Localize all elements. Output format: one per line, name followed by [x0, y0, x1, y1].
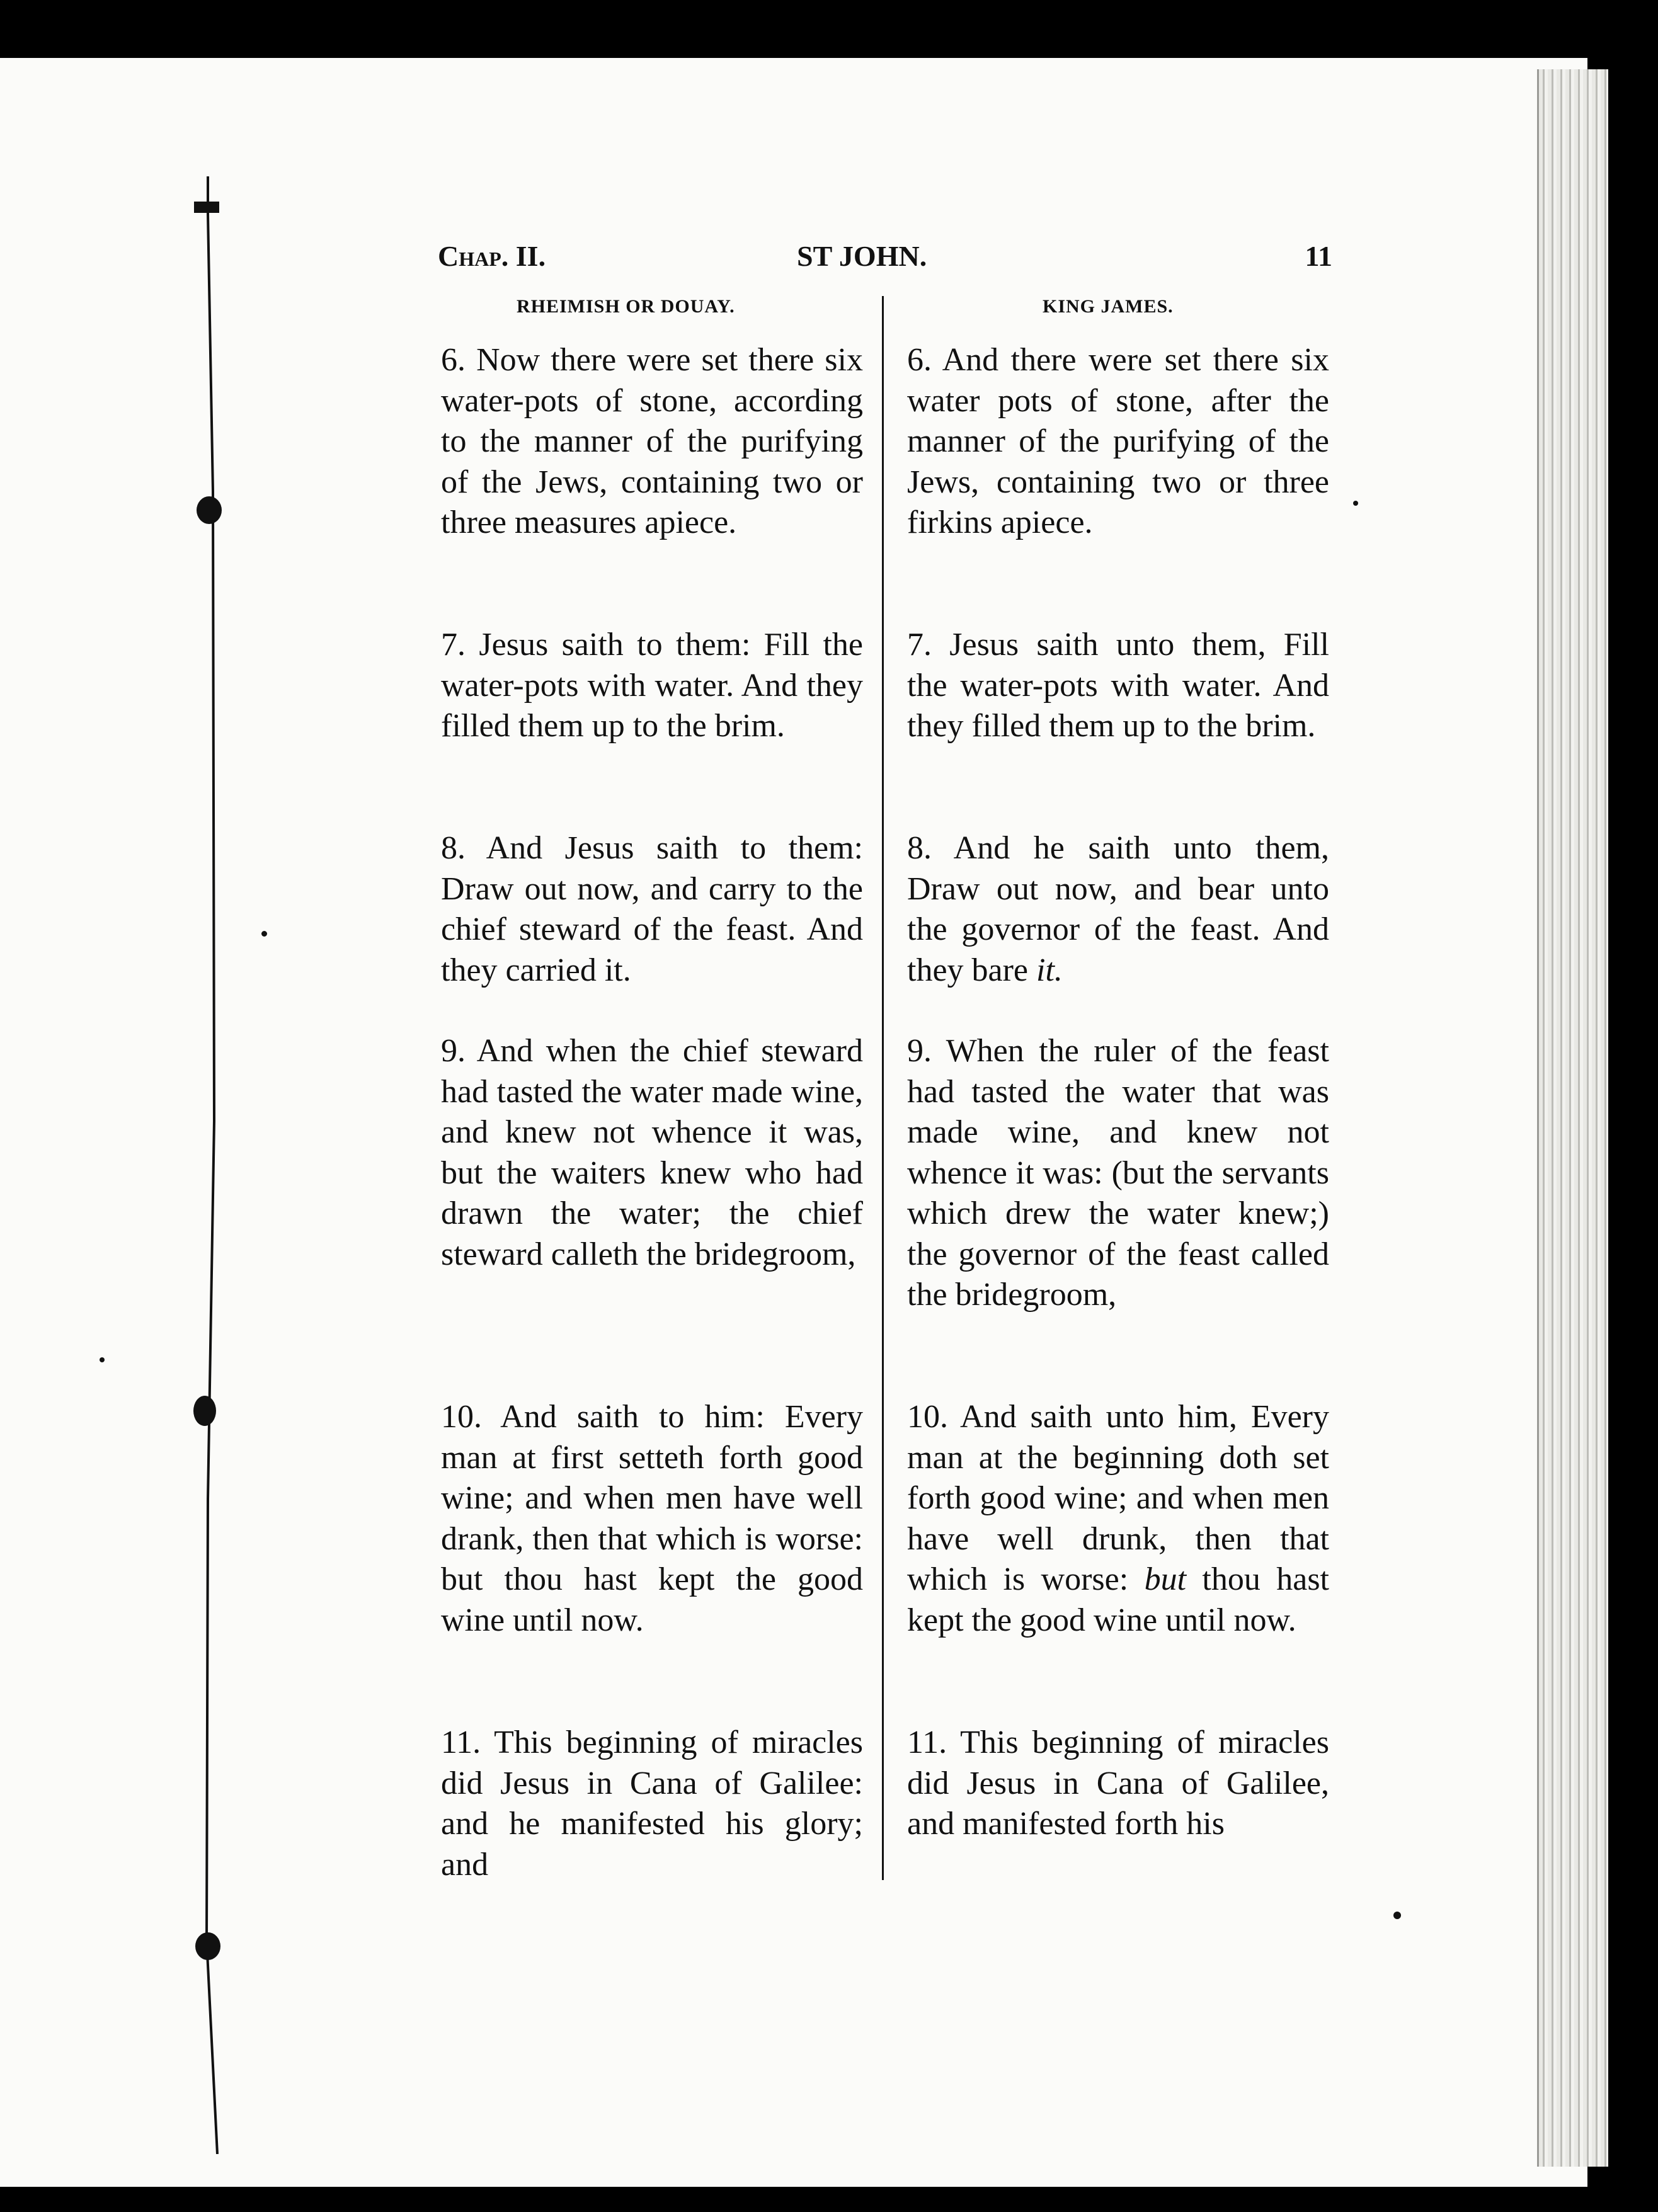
speck-mark	[1393, 1912, 1401, 1919]
verse-9-kjv: 9. When the ruler of the feast had tasted the water that was made wine, and knew not whence it was: (but the servants which drew the water knew;) the governor of the feast called the bridegroom,	[907, 1033, 1329, 1313]
right-column-heading: KING JAMES.	[1043, 296, 1174, 317]
verse-10-kjv	[907, 1397, 1329, 1641]
column-divider	[882, 296, 884, 1880]
verse-10-kjv-end: thou hast kept the good wine until now.	[907, 1561, 1330, 1638]
verse-8-kjv-italic: it.	[1036, 952, 1063, 988]
verse-6-douay: 6. Now there were set there six water-pots of stone, according to the manner of the purifying of the Jews, containing two or three measures apiece.	[441, 342, 863, 540]
verse-10-kjv-text: 10. And saith unto him, Every man at the beginning doth set forth good wine; and when men have well drunk, then that which is worse:	[907, 1399, 1329, 1597]
speck-mark	[100, 1357, 105, 1362]
chapter-label: Chap. II.	[438, 240, 546, 272]
verse-7-douay: 7. Jesus saith to them: Fill the water-pots with water. And they filled them up to the brim.	[441, 627, 863, 744]
page-edges	[1537, 69, 1608, 2167]
speck-mark	[261, 931, 267, 937]
page-number: 11	[1305, 240, 1332, 272]
verse-8-kjv-text: 8. And he saith unto them, Draw out now, and bear unto the governor of the feast. And they bare	[907, 830, 1329, 988]
verse-6-kjv: 6. And there were set there six water pots of stone, after the manner of the purifying of the Jews, containing two or three firkins apiece.	[907, 342, 1329, 540]
verse-9-douay: 9. And when the chief steward had tasted the water made wine, and knew not whence it was, but the waiters knew who had drawn the water; the chief steward calleth the bridegroom,	[441, 1033, 863, 1272]
verse-8-douay: 8. And Jesus saith to them: Draw out now, and carry to the chief steward of the feast. And they carried it.	[441, 830, 863, 988]
verse-8-kjv	[907, 828, 1329, 991]
left-column-heading: RHEIMISH OR DOUAY.	[517, 296, 735, 317]
running-header	[438, 239, 1332, 283]
book-title: ST JOHN.	[797, 240, 927, 272]
verse-7-kjv: 7. Jesus saith unto them, Fill the water-pots with water. And they filled them up to the brim.	[907, 627, 1329, 744]
verse-10-kjv-italic: but	[1144, 1561, 1187, 1597]
speck-mark	[1353, 501, 1358, 506]
verse-11-douay: 11. This beginning of miracles did Jesus in Cana of Galilee: and he manifested his glory; and	[441, 1725, 863, 1883]
verse-10-douay: 10. And saith to him: Every man at first setteth forth good wine; and when men have well drank, then that which is worse: but thou hast kept the good wine until now.	[441, 1399, 863, 1638]
binding-thread	[189, 176, 228, 2154]
verse-11-kjv: 11. This beginning of miracles did Jesus in Cana of Galilee, and manifested forth his	[907, 1725, 1329, 1842]
